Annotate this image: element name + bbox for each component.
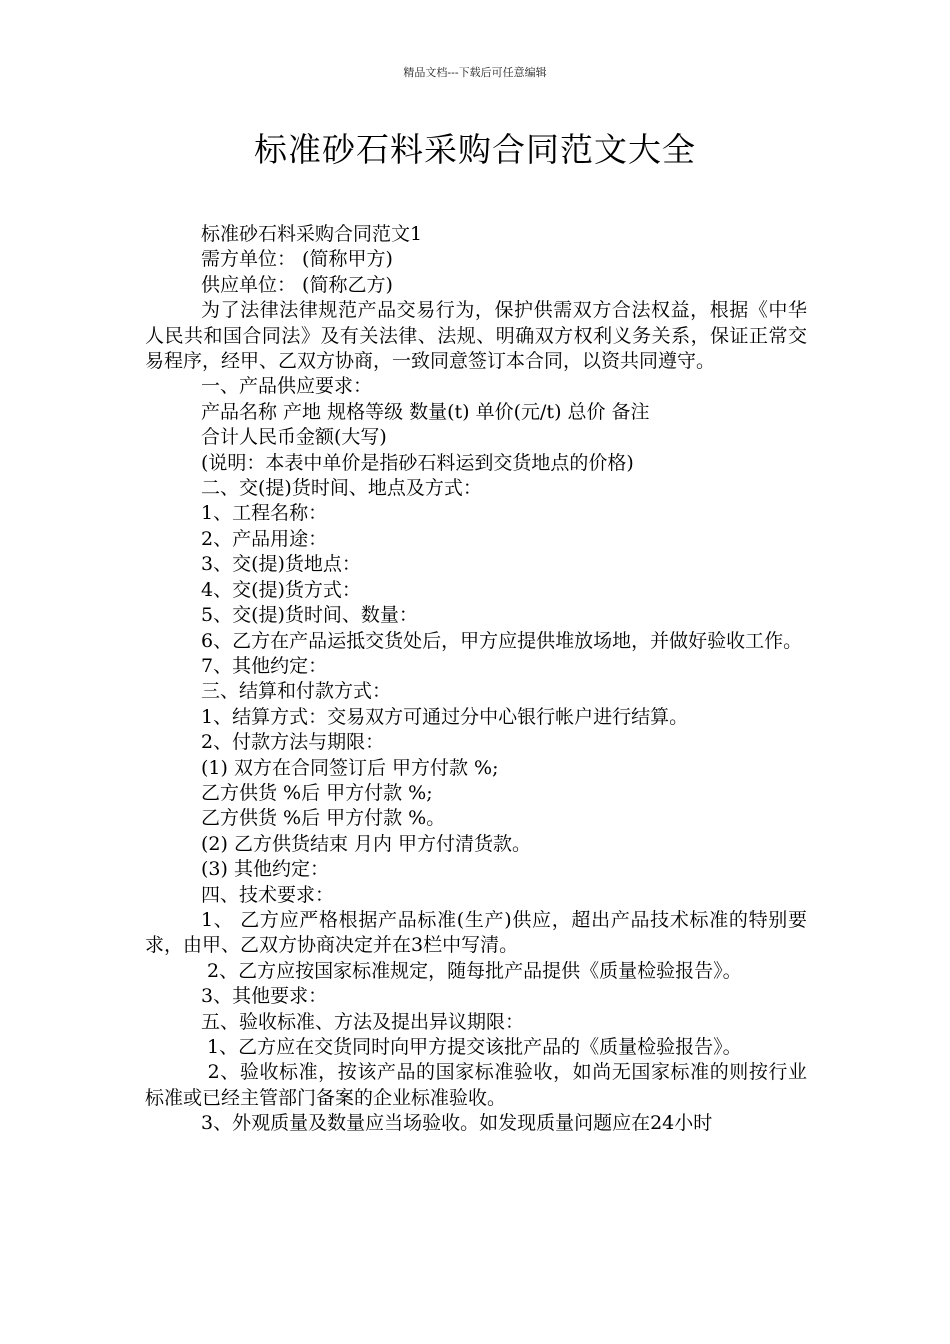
clause-item: 3、外观质量及数量应当场验收。如发现质量问题应在24小时 xyxy=(201,1112,713,1135)
total-amount-line: 合计人民币金额(大写) xyxy=(201,426,387,449)
supplier-line: 供应单位： (简称乙方) xyxy=(201,273,393,296)
clause-item: 1、乙方应在交货同时向甲方提交该批产品的《质量检验报告》。 xyxy=(201,1036,742,1058)
clause-item: 乙方供货 %后 甲方付款 %。 xyxy=(201,807,446,830)
clause-item: 2、验收标准，按该产品的国家标准验收，如尚无国家标准的则按行业标准或已经主管部门备案的企业标准验收。 xyxy=(145,1061,807,1109)
clause-item: 乙方供货 %后 甲方付款 %; xyxy=(201,781,433,804)
clause-item: 4、交(提)货方式： xyxy=(201,578,361,601)
clause-item: 1、结算方式：交易双方可通过分中心银行帐户进行结算。 xyxy=(201,705,689,728)
clause-item: 2、产品用途： xyxy=(201,527,328,550)
clause-heading-2: 二、交(提)货时间、地点及方式： xyxy=(201,477,482,500)
buyer-line: 需方单位： (简称甲方) xyxy=(201,248,393,271)
clause-item: 2、付款方法与期限： xyxy=(201,731,385,754)
clause-heading-5: 五、验收标准、方法及提出异议期限： xyxy=(201,1010,525,1033)
clause-item: (2) 乙方供货结束 月内 甲方付清货款。 xyxy=(201,832,532,855)
clause-item: 1、工程名称： xyxy=(201,502,328,525)
header-note: 精品文档---下载后可任意编辑 xyxy=(403,66,547,79)
clause-item: 2、乙方应按国家标准规定，随每批产品提供《质量检验报告》。 xyxy=(201,959,742,982)
document-title: 标准砂石料采购合同范文大全 xyxy=(254,130,696,169)
clause-item: 3、其他要求： xyxy=(201,985,328,1008)
clause-item: (3) 其他约定： xyxy=(201,858,329,881)
clause-item: 5、交(提)货时间、数量： xyxy=(201,604,418,627)
clause-heading-3: 三、结算和付款方式： xyxy=(201,680,392,703)
clause-heading-4: 四、技术要求： xyxy=(201,883,335,906)
clause-item: 3、交(提)货地点： xyxy=(201,553,361,576)
product-table-header: 产品名称 产地 规格等级 数量(t) 单价(元/t) 总价 备注 xyxy=(201,400,650,423)
clause-item: 7、其他约定： xyxy=(201,654,328,677)
clause-heading-1: 一、产品供应要求： xyxy=(201,375,373,398)
price-note: (说明：本表中单价是指砂石料运到交货地点的价格) xyxy=(201,451,634,474)
document-body xyxy=(145,222,807,1137)
clause-item: 6、乙方在产品运抵交货处后，甲方应提供堆放场地，并做好验收工作。 xyxy=(201,629,803,652)
preamble-paragraph: 为了法律法律规范产品交易行为，保护供需双方合法权益，根据《中华人民共和国合同法》及有关法律、法规、明确双方权利义务关系，保证正常交易程序，经甲、乙双方协商，一致同意签订本合同，以资共同遵守。 xyxy=(145,299,807,373)
clause-item: 1、 乙方应严格根据产品标准(生产)供应，超出产品技术标准的特别要求，由甲、乙双方协商决定并在3栏中写清。 xyxy=(145,908,807,957)
section-heading: 标准砂石料采购合同范文1 xyxy=(201,223,423,245)
clause-item: (1) 双方在合同签订后 甲方付款 %; xyxy=(201,756,499,779)
